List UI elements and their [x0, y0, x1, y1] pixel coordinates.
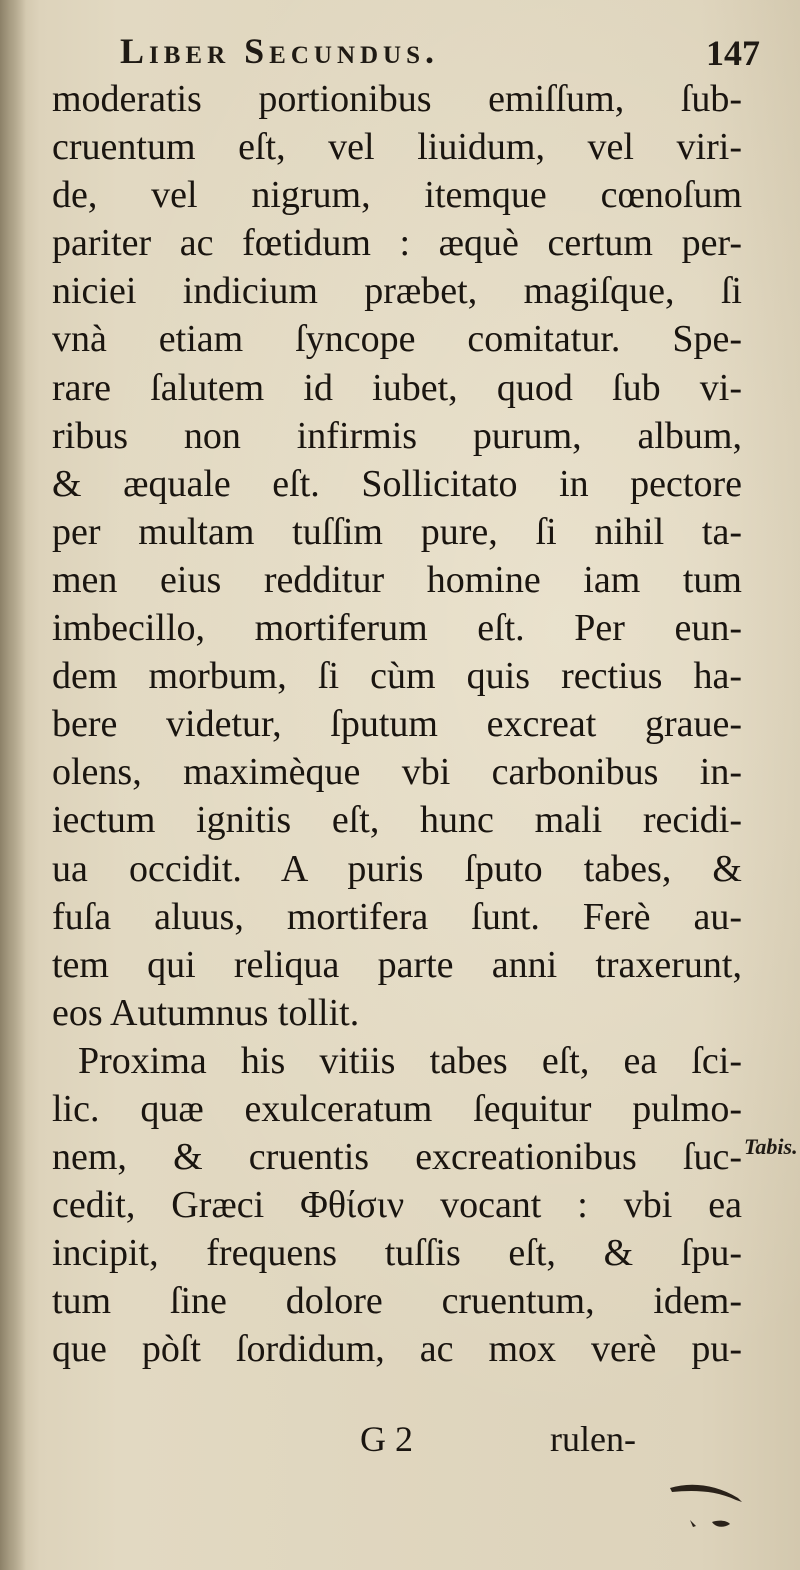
- binding-gutter: [0, 0, 26, 1570]
- text-line: fuſa aluus, mortifera ſunt. Ferè au-: [52, 895, 742, 938]
- text-line: de, vel nigrum, itemque cœnoſum: [52, 174, 742, 217]
- catchword: rulen-: [550, 1419, 636, 1459]
- body-text: [52, 75, 742, 1374]
- text-line: men eius redditur homine iam tum: [52, 558, 742, 601]
- text-line: vnà etiam ſyncope comitatur. Spe-: [52, 318, 742, 361]
- text-line: tum ſine dolore cruentum, idem-: [52, 1280, 742, 1323]
- text-line: bere videtur, ſputum excreat graue-: [52, 703, 742, 746]
- ink-smudge-icon: [660, 1480, 750, 1540]
- text-line: & æquale eſt. Sollicitato in pectore: [52, 462, 742, 505]
- text-line: incipit, frequens tuſſis eſt, & ſpu-: [52, 1232, 742, 1275]
- signature-mark: G 2: [360, 1419, 413, 1459]
- text-line: que pòſt ſordidum, ac mox verè pu-: [52, 1328, 742, 1371]
- page-number: 147: [706, 33, 760, 73]
- text-line: olens, maximèque vbi carbonibus in-: [52, 751, 742, 794]
- paragraph-start-line: Proxima his vitiis tabes eſt, ea ſci-: [78, 1039, 742, 1082]
- text-line: iectum ignitis eſt, hunc mali recidi-: [52, 799, 742, 842]
- page-footer: [360, 1418, 720, 1468]
- text-line: tem qui reliqua parte anni traxerunt,: [52, 943, 742, 986]
- text-line: rare ſalutem id iubet, quod ſub vi-: [52, 366, 742, 409]
- text-line: imbecillo, mortiferum eſt. Per eun-: [52, 607, 742, 650]
- text-line: pariter ac fœtidum : æquè certum per-: [52, 222, 742, 265]
- text-line: lic. quæ exulceratum ſequitur pulmo-: [52, 1087, 742, 1130]
- text-line: per multam tuſſim pure, ſi nihil ta-: [52, 510, 742, 553]
- text-line: ua occidit. A puris ſputo tabes, &: [52, 847, 742, 890]
- text-line: cruentum eſt, vel liuidum, vel viri-: [52, 126, 742, 169]
- text-line: moderatis portionibus emiſſum, ſub-: [52, 78, 742, 120]
- text-line: nem, & cruentis excreationibus ſuc-: [52, 1136, 742, 1179]
- text-line: niciei indicium præbet, magiſque, ſi: [52, 270, 742, 313]
- marginal-note: Tabis.: [744, 1134, 798, 1159]
- text-line: dem morbum, ſi cùm quis rectius ha-: [52, 655, 742, 698]
- paragraph-end-line: eos Autumnus tollit.: [52, 991, 360, 1034]
- text-line: cedit, Græci Φθίσιν vocant : vbi ea: [52, 1184, 742, 1227]
- text-line: ribus non infirmis purum, album,: [52, 414, 742, 457]
- running-title: Liber Secundus.: [120, 31, 440, 71]
